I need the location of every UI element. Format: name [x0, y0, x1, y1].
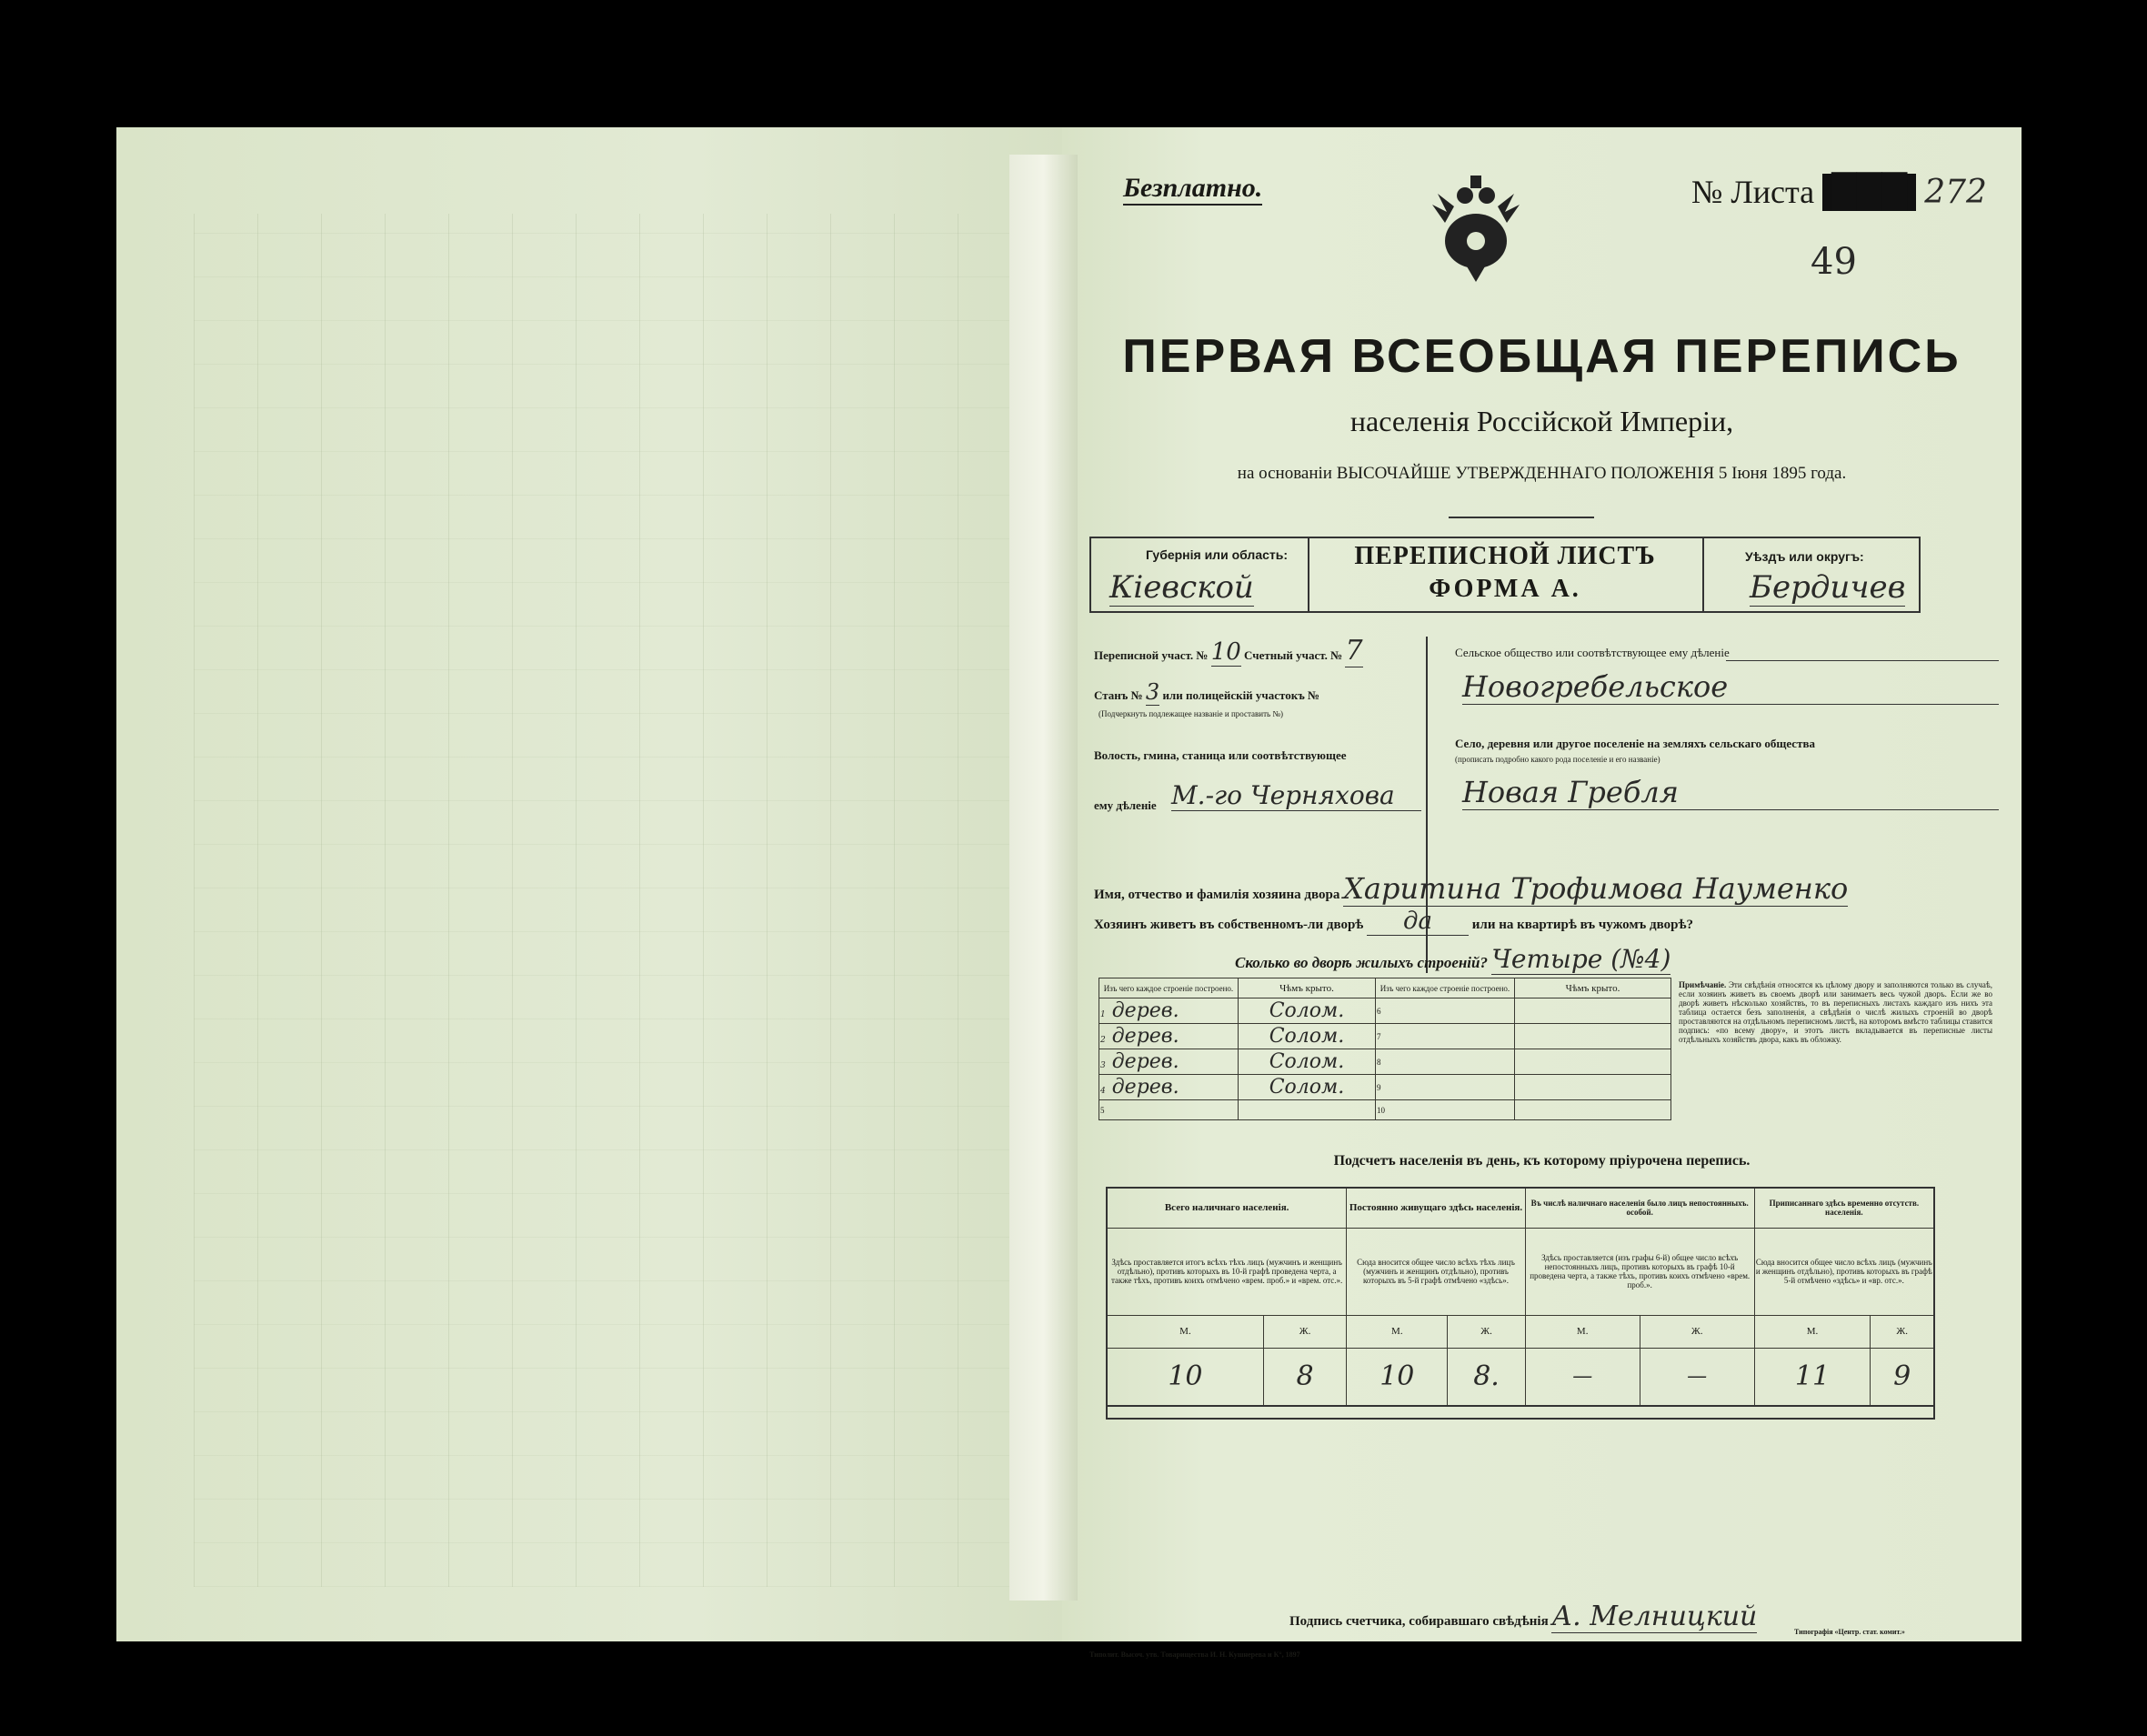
m-label: М. [1107, 1315, 1263, 1348]
village-label: Село, деревня или другое поселеніе на земляхъ сельскаго общества [1455, 737, 1815, 750]
note-block: Примѣчаніе. Эти свѣдѣнія относятся къ цѣлому двору и заполняются только въ случаѣ, если хозяинъ живетъ въ своемъ дворѣ или занимаетъ весь чужой дворъ. Если же во дворѣ живетъ нѣсколько хозяйствъ, то въ переписныхъ листахъ каждаго изъ нихъ эта таблица остается безъ заполненія, а свѣдѣнія о числѣ жилыхъ строеній во дворѣ проставляются на отдѣльномъ переписномъ листѣ, на которомъ вмѣсто таблицы ставится подпись: «по всему двору», и этотъ листъ вкладывается въ переписные листы отдѣльныхъ хозяйствъ двора, какъ въ обложку. [1679, 980, 1993, 1044]
form-title: ПЕРЕПИСНОЙ ЛИСТЪ [1354, 542, 1656, 570]
left-page [116, 127, 1071, 1641]
table-row: 5 10 [1099, 1100, 1671, 1120]
m-label: М. [1525, 1315, 1640, 1348]
totals-col-present: Всего наличнаго населенія. [1107, 1188, 1347, 1228]
stan-row: Станъ № 3 или полицейскій участокъ № [1094, 679, 1320, 705]
sheet-number: № Листа ███ 272 [1691, 174, 1987, 211]
gubernia-label: Губернія или область: [1146, 547, 1289, 562]
f-label: Ж. [1871, 1315, 1934, 1348]
society-value: Новогребельское [1462, 669, 1999, 705]
buildings-col-roof: Чѣмъ крыто. [1239, 978, 1376, 998]
census-basis: на основаніи ВЫСОЧАЙШЕ УТВЕРЖДЕННАГО ПОЛОЖЕНІЯ 5 Іюня 1895 года. [1237, 464, 1847, 483]
sheet-number-redacted: ███ [1822, 174, 1916, 211]
free-label: Безплатно. [1123, 173, 1262, 206]
totals-desc: Здѣсь проставляется итогъ всѣхъ тѣхъ лицъ (мужчинъ и женщинъ отдѣльно), противъ которыхъ въ 10-й графѣ проведена черта, а также тѣхъ, противъ коихъ отмѣчено «врем. проб.» и «врем. отс.». [1107, 1228, 1347, 1315]
totals-heading: Подсчетъ населенія въ день, къ которому пріурочена перепись. [1333, 1153, 1751, 1169]
imperial-eagle-emblem [1430, 168, 1521, 286]
lives-row: Хозяинъ живетъ въ собственномъ-ли дворѣ да или на квартирѣ въ чужомъ дворѣ? [1094, 908, 1693, 935]
totals-values-row: 10 8 10 8. — — 11 9 [1107, 1348, 1934, 1406]
rule [1726, 660, 1999, 661]
book-gutter [1009, 155, 1078, 1601]
ruled-grid [194, 214, 1044, 1587]
table-row: 2 дерев. Солом. 7 [1099, 1024, 1671, 1049]
m-label: М. [1754, 1315, 1871, 1348]
totals-desc: Сюда вносится общее число всѣхъ лицъ (мужчинъ и женщинъ отдѣльно), противъ которыхъ въ графѣ 5-й отмѣчено «здѣсь» и «вр. отс.». [1754, 1228, 1934, 1315]
f-label: Ж. [1263, 1315, 1346, 1348]
village-note: (прописать подробно какого рода поселеніе и его названіе) [1455, 755, 1660, 764]
f-label: Ж. [1448, 1315, 1525, 1348]
census-subtitle: населенія Россійской Имперіи, [1349, 405, 1734, 437]
table-row: 4 дерев. Солом. 9 [1099, 1075, 1671, 1100]
uezd-value: Бердичев [1750, 569, 1906, 606]
m-label: М. [1347, 1315, 1448, 1348]
buildings-col-material: Изъ чего каждое строеніе построено. [1099, 978, 1239, 998]
printer-imprint-right: Типографія «Центр. стат. комит.» [1794, 1628, 1905, 1636]
signature-row: Подпись счетчика, собиравшаго свѣдѣнія А. Мелницкий [1289, 1601, 1758, 1632]
totals-col-transient: Въ числѣ наличнаго населенія было лицъ непостоянныхъ. особой. [1525, 1188, 1754, 1228]
totals-desc: Сюда вносится общее число всѣхъ тѣхъ лицъ (мужчинъ и женщинъ отдѣльно), противъ которыхъ въ 5-й графѣ отмѣчено «здѣсь». [1347, 1228, 1525, 1315]
uezd-label: Уѣздъ или округъ: [1745, 549, 1864, 564]
f-label: Ж. [1640, 1315, 1754, 1348]
form-header-box [1089, 537, 1921, 613]
stan-note: (Подчеркнуть подлежащее названіе и проставить №) [1099, 709, 1283, 718]
folio-number: 49 [1811, 241, 1857, 283]
volost-label2: ему дѣленіе [1094, 798, 1157, 812]
divider [1449, 517, 1594, 518]
society-label: Сельское общество или соотвѣтствующее ему дѣленіе [1455, 646, 1730, 659]
volost-label: Волость, гмина, станица или соотвѣтствующее [1094, 748, 1347, 762]
village-value: Новая Гребля [1462, 775, 1999, 810]
totals-desc: Здѣсь проставляется (изъ графы 6-й) общее число всѣхъ непостоянныхъ лицъ, противъ которыхъ въ графѣ 10-й проведена черта, а также тѣхъ, противъ коихъ отмѣчено «врем. проб.». [1525, 1228, 1754, 1315]
census-title: ПЕРВАЯ ВСЕОБЩАЯ ПЕРЕПИСЬ [1122, 330, 1961, 383]
form-subtitle: ФОРМА А. [1429, 575, 1581, 603]
table-row: 3 дерев. Солом. 8 [1099, 1049, 1671, 1075]
buildings-col-material-2: Изъ чего каждое строеніе построено. [1376, 978, 1515, 998]
printer-imprint-left: Типолит. Высоч. утв. Товарищества И. Н. Кушнерева и К°, 1897 [1089, 1651, 1300, 1659]
district-row: Переписной участ. № 10 Счетный участ. № 7 [1094, 635, 1363, 667]
buildings-table [1099, 978, 1671, 1120]
totals-table [1106, 1187, 1935, 1420]
volost-value: М.-го Черняхова [1171, 780, 1421, 811]
buildings-row: Сколько во дворѣ жилыхъ строеній? Четыре (№4) [1235, 944, 1671, 974]
table-row: 1 дерев. Солом. 6 [1099, 998, 1671, 1024]
census-form-page [1062, 127, 2022, 1659]
buildings-col-roof-2: Чѣмъ крыто. [1515, 978, 1671, 998]
owner-row: Имя, отчество и фамилія хозяина двора Харитина Трофимова Науменко [1094, 871, 1849, 906]
totals-col-absent: Приписаннаго здѣсь временно отсутств. населенія. [1754, 1188, 1934, 1228]
gubernia-value: Кіевской [1109, 569, 1254, 606]
totals-col-resident: Постоянно живущаго здѣсь населенія. [1347, 1188, 1525, 1228]
